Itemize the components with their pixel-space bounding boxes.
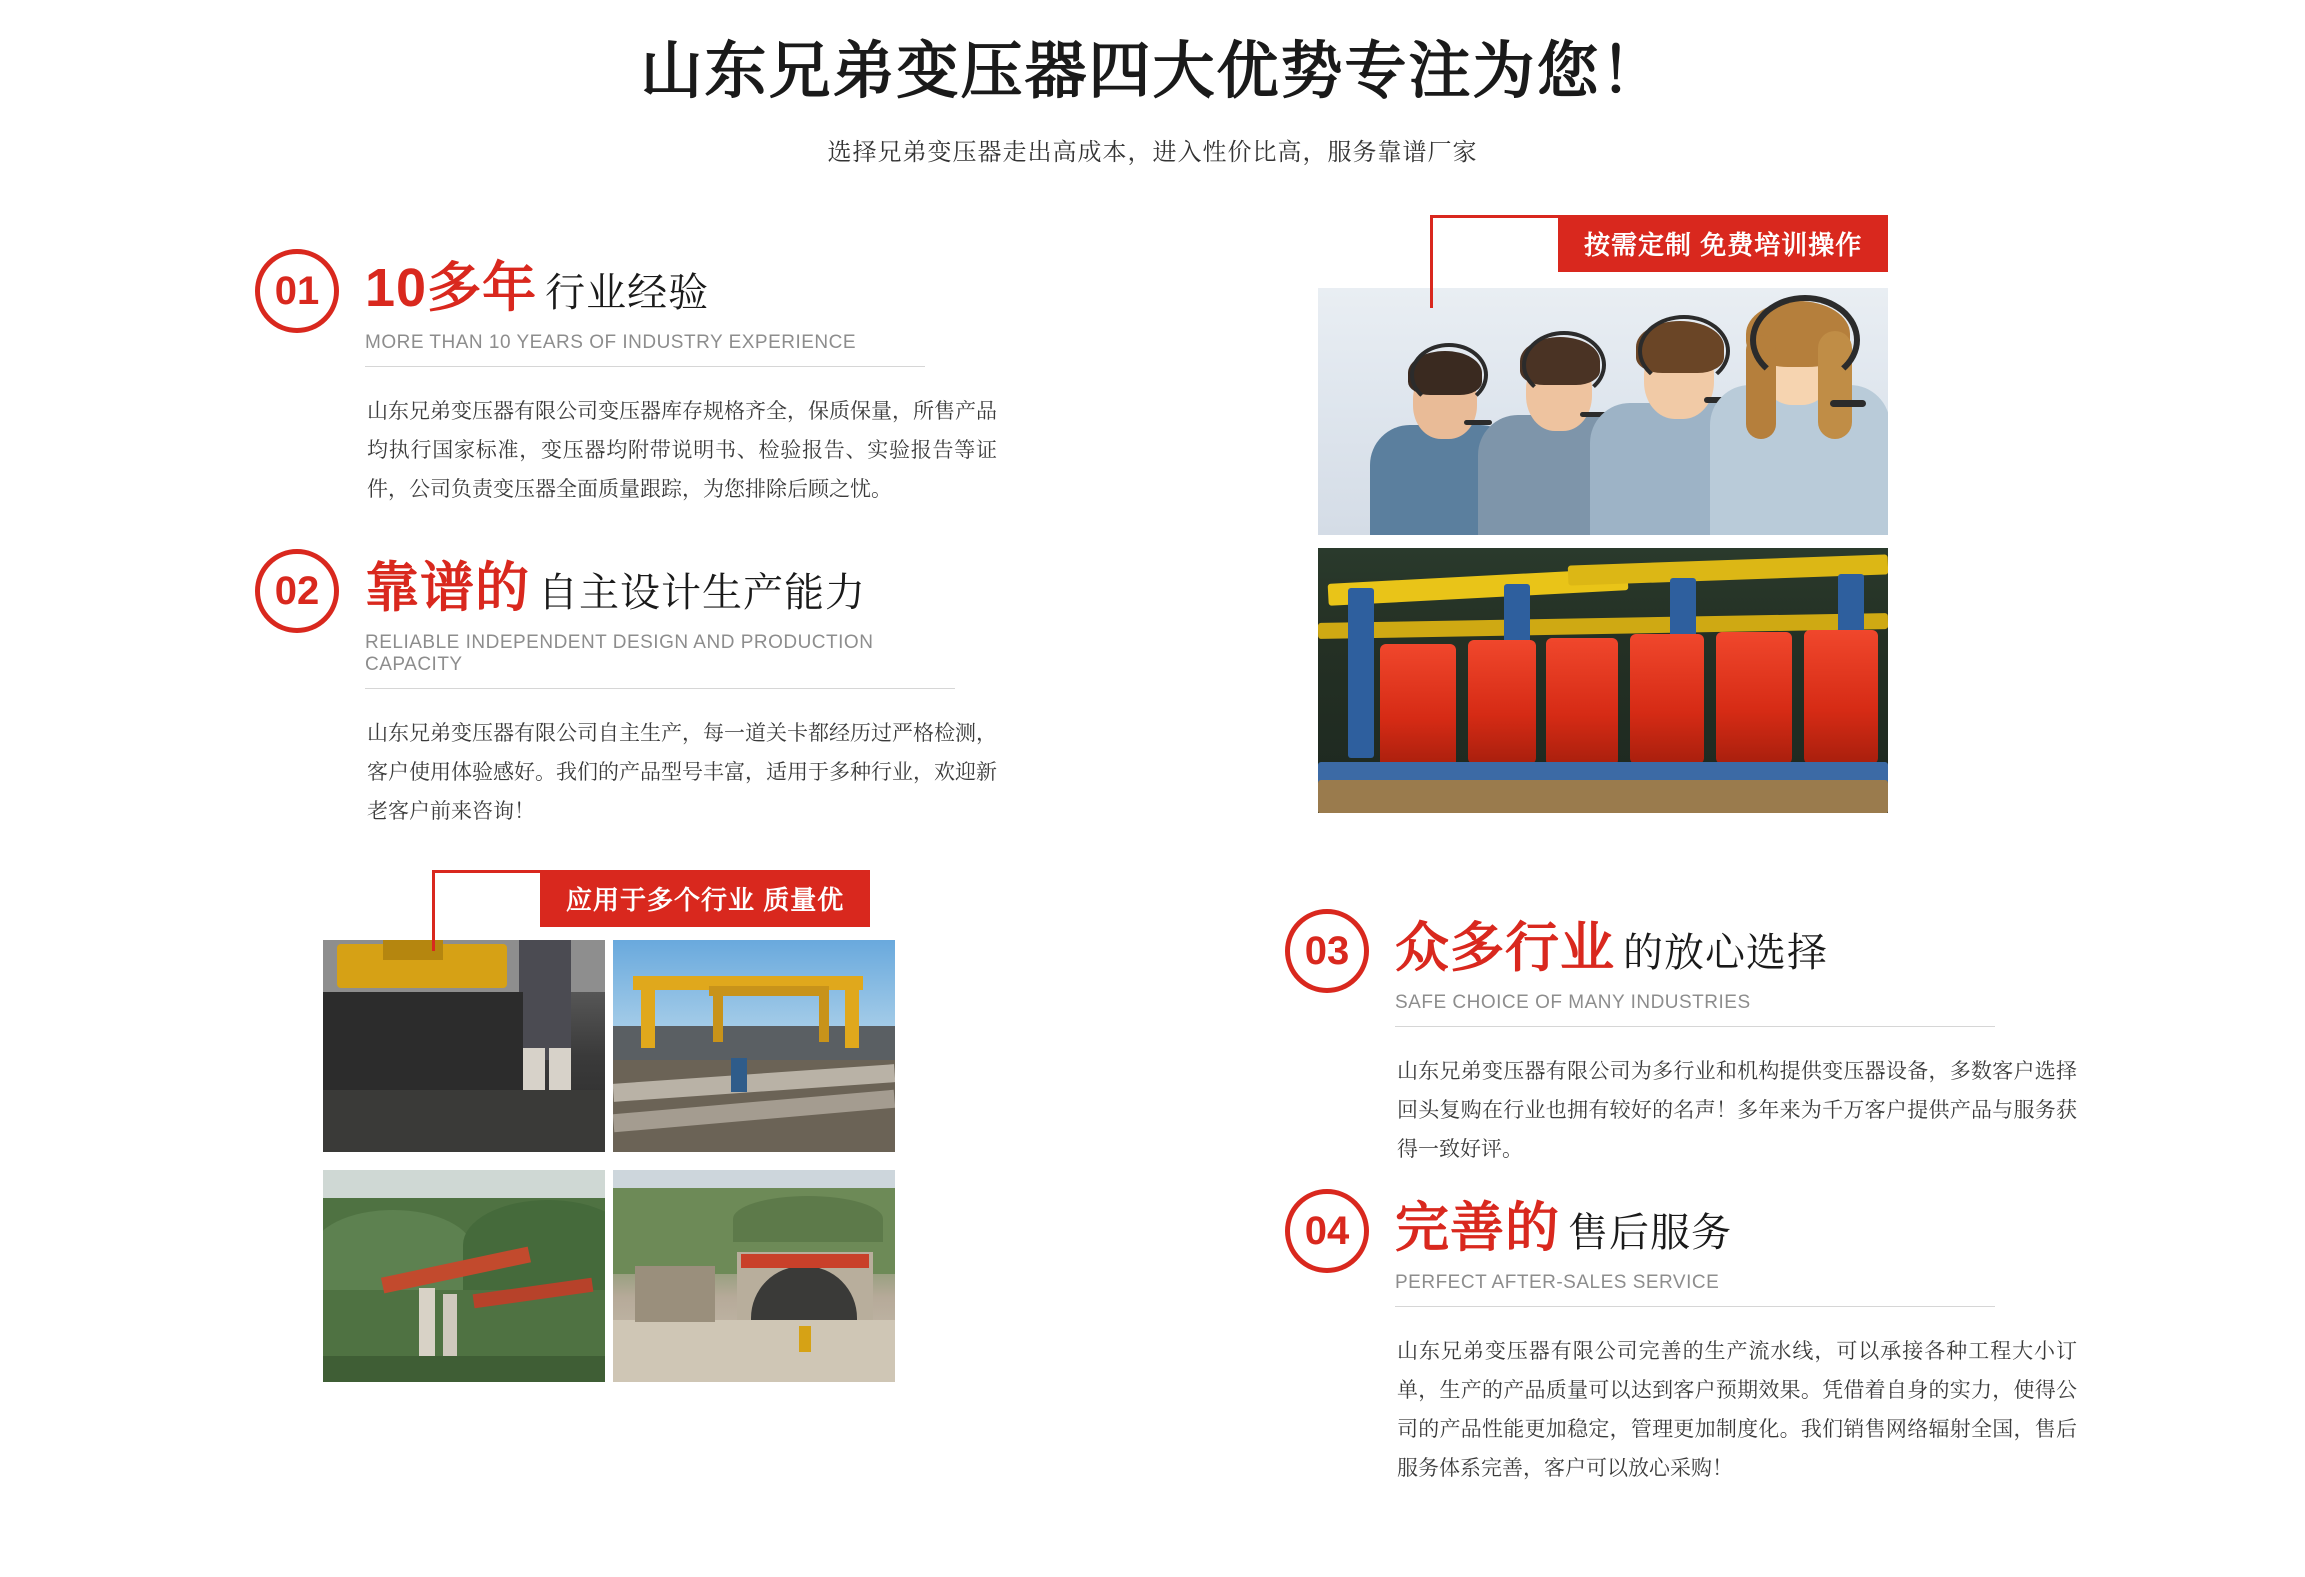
feature-03-keyword-rest: 的放心选择 (1623, 931, 1828, 975)
feature-02-head (255, 545, 955, 689)
feature-01-keyword-rest: 行业经验 (545, 271, 710, 315)
feature-block-03 (1285, 905, 2077, 1170)
page-subtitle: 选择兄弟变压器走出高成本，进入性价比高，服务靠谱厂家 (827, 139, 1478, 167)
photo-gantry-crane (613, 940, 895, 1152)
feature-03-head (1285, 905, 1995, 1027)
feature-04-body: 山东兄弟变压器有限公司完善的生产流水线，可以承接各种工程大小订单，生产的产品质量可以达到客户预期效果。凭借着自身的实力，使得公司的产品性能更加稳定，管理更加制度化。我们销售网络辐射全国，售后服务体系完善，客户可以放心采购！ (1397, 1340, 2077, 1480)
ribbon-label-custom: 按需定制 免费培训操作 (1558, 215, 1888, 272)
feature-02-keyword-rest: 自主设计生产能力 (538, 571, 866, 615)
page-title: 山东兄弟变压器四大优势专注为您！ (640, 37, 1665, 106)
feature-02-keyword: 靠谱的 (365, 558, 530, 618)
feature-01-keyword: 10多年 (365, 258, 538, 318)
ribbon-label-industries: 应用于多个行业 质量优 (540, 870, 870, 927)
photo-mountain-bridge (323, 1170, 605, 1382)
feature-04-head (1285, 1185, 1995, 1307)
feature-03-body: 山东兄弟变压器有限公司为多行业和机构提供变压器设备，多数客户选择回头复购在行业也拥有较好的名声！多年来为千万客户提供产品与服务获得一致好评。 (1397, 1060, 2077, 1161)
feature-01-english: MORE THAN 10 YEARS OF INDUSTRY EXPERIENCE (365, 332, 925, 367)
feature-03-number-badge: 03 (1285, 909, 1369, 993)
photo-asphalt-paving (323, 940, 605, 1152)
feature-01-body: 山东兄弟变压器有限公司变压器库存规格齐全，保质保量，所售产品均执行国家标准，变压器均附带说明书、检验报告、实验报告等证件，公司负责变压器全面质量跟踪，为您排除后顾之忧。 (367, 400, 997, 501)
feature-01-number-badge: 01 (255, 249, 339, 333)
feature-01-head (255, 245, 935, 367)
ribbon-connector-bottom (432, 870, 545, 951)
feature-03-english: SAFE CHOICE OF MANY INDUSTRIES (1395, 992, 1995, 1027)
feature-block-04 (1285, 1185, 2077, 1488)
feature-02-english: RELIABLE INDEPENDENT DESIGN AND PRODUCTION CAPACITY (365, 632, 955, 689)
feature-04-keyword-rest: 售后服务 (1568, 1211, 1732, 1255)
feature-04-keyword: 完善的 (1395, 1198, 1560, 1258)
photo-call-center (1318, 288, 1888, 535)
photo-tunnel-entrance (613, 1170, 895, 1382)
feature-03-keyword: 众多行业 (1395, 918, 1615, 978)
feature-block-02 (255, 545, 997, 832)
ribbon-connector-top (1430, 215, 1563, 308)
feature-02-number-badge: 02 (255, 549, 339, 633)
feature-04-number-badge: 04 (1285, 1189, 1369, 1273)
feature-block-01 (255, 245, 997, 510)
page-header (0, 38, 2305, 167)
feature-04-english: PERFECT AFTER-SALES SERVICE (1395, 1272, 1995, 1307)
feature-02-body: 山东兄弟变压器有限公司自主生产，每一道关卡都经历过严格检测，客户使用体验感好。我们的产品型号丰富，适用于多种行业，欢迎新老客户前来咨询！ (367, 722, 997, 823)
photo-transformer (1318, 548, 1888, 813)
